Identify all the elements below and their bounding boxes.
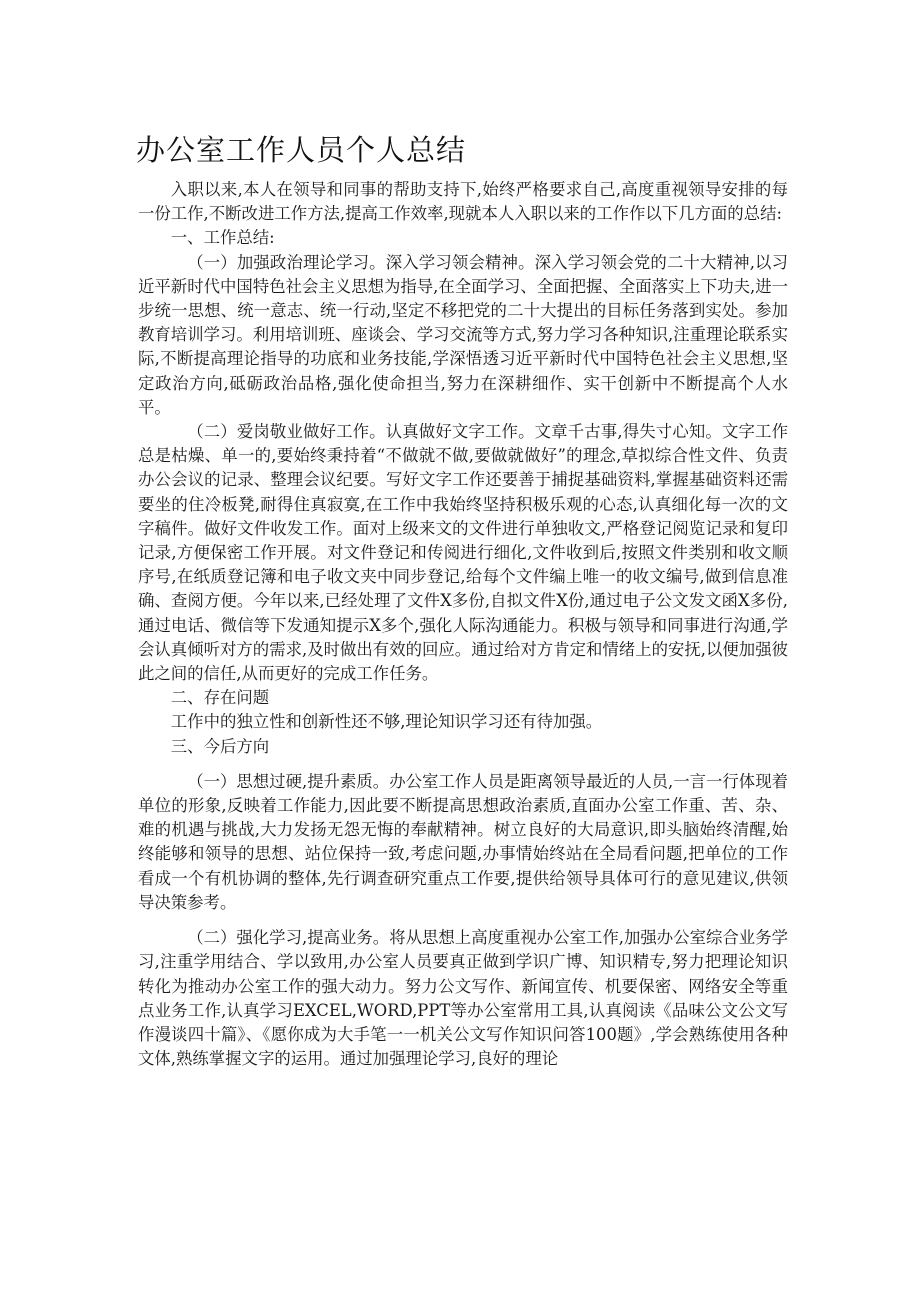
document-body [138,178,788,1071]
section2-paragraph-1: 工作中的独立性和创新性还不够,理论知识学习还有待加强。 [170,712,603,732]
intro-paragraph: 入职以来,本人在领导和同事的帮助支持下,始终严格要求自己,高度重视领导安排的每一份工作,不断改进工作方法,提高工作效率,现就本人入职以来的工作作以下几方面的总结: [138,180,788,224]
section2-heading: 二、存在问题 [170,688,270,708]
section3-paragraph-2: （二）强化学习,提高业务。将从思想上高度重视办公室工作,加强办公室综合业务学习,注重学用结合、学以致用,办公室人员要真正做到学识广博、知识精专,努力把理论知识转化为推动办公室工作的强大动力。努力公文写作、新闻宣传、机要保密、网络安全等重点业务工作,认真学习EXCEL,WORD,PPT等办公室常用工具,认真阅读《品味公文公文写作漫谈四十篇》、《愿你成为大手笔一一机关公文写作知识问答100题》,学会熟练使用各种文体,熟练掌握文字的运用。通过加强理论学习,良好的理论 [138,928,788,1069]
section1-paragraph-2: （二）爱岗敬业做好工作。认真做好文字工作。文章千古事,得失寸心知。文字工作总是枯燥、单一的,要始终秉持着“不做就不做,要做就做好”的理念,草拟综合性文件、负责办公会议的记录、整理会议纪要。写好文字工作还要善于捕捉基础资料,掌握基础资料还需要坐的住冷板凳,耐得住真寂寞,在工作中我始终坚持积极乐观的心态,认真细化每一次的文字稿件。做好文件收发工作。面对上级来文的文件进行单独收文,严格登记阅览记录和复印记录,方便保密工作开展。对文件登记和传阅进行细化,文件收到后,按照文件类别和收文顺序号,在纸质登记簿和电子收文夹中同步登记,给每个文件编上唯一的收文编号,做到信息准确、查阅方便。今年以来,已经处理了文件X多份,自拟文件X份,通过电子公文发文函X多份,通过电话、微信等下发通知提示X多个,强化人际沟通能力。积极与领导和同事进行沟通,学会认真倾听对方的需求,及时做出有效的回应。通过给对方肯定和情绪上的安抚,以便加强彼此之间的信任,从而更好的完成工作任务。 [138,422,788,684]
section3-heading: 三、今后方向 [170,736,270,756]
document-title: 办公室工作人员个人总结 [136,133,467,167]
section1-heading: 一、工作总结: [170,228,275,248]
section1-paragraph-1: （一）加强政治理论学习。深入学习领会精神。深入学习领会党的二十大精神,以习近平新时代中国特色社会主义思想为指导,在全面学习、全面把握、全面落实上下功夫,进一步统一思想、统一意志、统一行动,坚定不移把党的二十大提出的目标任务落到实处。参加教育培训学习。利用培训班、座谈会、学习交流等方式,努力学习各种知识,注重理论联系实际,不断提高理论指导的功底和业务技能,学深悟透习近平新时代中国特色社会主义思想,坚定政治方向,砥砺政治品格,强化使命担当,努力在深耕细作、实干创新中不断提高个人水平。 [138,252,788,417]
section3-paragraph-1: （一）思想过硬,提升素质。办公室工作人员是距离领导最近的人员,一言一行体现着单位的形象,反映着工作能力,因此要不断提高思想政治素质,直面办公室工作重、苦、杂、难的机遇与挑战,大力发扬无怨无悔的奉献精神。树立良好的大局意识,即头脑始终清醒,始终能够和领导的思想、站位保持一致,考虑问题,办事情始终站在全局看问题,把单位的工作看成一个有机协调的整体,先行调查研究重点工作要,提供给领导具体可行的意见建议,供领导决策参考。 [138,771,788,912]
